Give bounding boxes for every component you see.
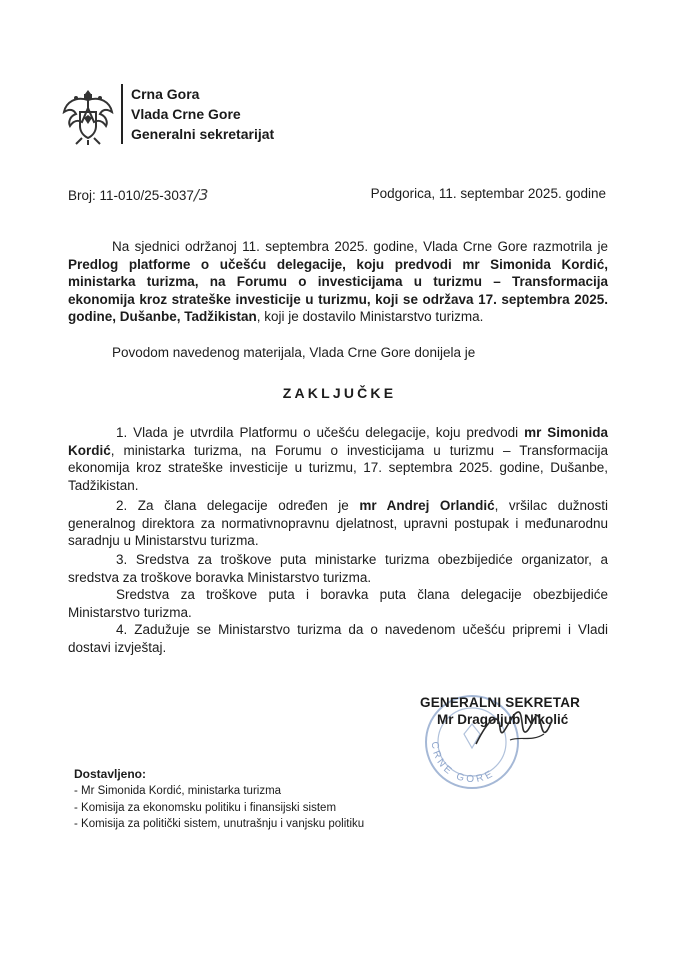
list-item: - Komisija za politički sistem, unutrašnju i vanjsku politiku [74, 818, 365, 830]
conclusion-2 [68, 497, 608, 550]
intro-text-b: , koji je dostavilo Ministarstvo turizma. [256, 309, 484, 324]
conclusions-heading: ZAKLJUČKE [282, 385, 397, 401]
office-name: Generalni sekretarijat [131, 126, 275, 142]
list-item: - Komisija za ekonomsku politiku i finansijski sistem [74, 801, 337, 814]
conclusion-1-text-b: , ministarka turizma, na Forumu o investicijama u turizmu – Transformacija ekonomija kroz strateške investicije u turizmu, 17. septembra 2025. godine, Dušanbe, Tadžikistan. [68, 442, 608, 493]
conclusion-1 [68, 424, 608, 494]
reference-number [68, 186, 208, 204]
header-divider [121, 84, 123, 144]
conclusion-1-text-a: 1. Vlada je utvrdila Platformu o učešću delegacije, koju predvodi [116, 425, 525, 440]
conclusion-3: 3. Sredstva za troškove puta ministarke turizma obezbijediće organizator, a sredstva za troškove boravka Ministarstvo turizma. [68, 552, 608, 585]
conclusion-2-bold: mr Andrej Orlandić [359, 498, 495, 513]
conclusion-1-bold: mr Simonida Kordić [68, 425, 608, 458]
handwritten-signature-icon [470, 700, 560, 760]
distribution-title: Dostavljeno: [74, 767, 147, 781]
intro-paragraph [68, 238, 608, 326]
signatory-title: GENERALNI SEKRETAR [420, 695, 581, 710]
issuer-header [131, 84, 274, 144]
handwritten-suffix: /3 [193, 186, 209, 204]
intro-text-a: Na sjednici održanoj 11. septembra 2025. godine, Vlada Crne Gore razmotrila je [112, 239, 608, 254]
signatory-name: Mr Dragoljub Nikolić [437, 712, 569, 727]
country-name: Crna Gora [131, 86, 200, 102]
document-date: Podgorica, 11. septembar 2025. godine [370, 186, 606, 201]
conclusion-4: 4. Zadužuje se Ministarstvo turizma da o navedenom učešću pripremi i Vladi dostavi izvještaj. [68, 622, 608, 655]
conclusion-2-text-b: , vršilac dužnosti generalnog direktora za normativnopravnu djelatnost, upravni postupak i međunarodnu saradnju u Ministarstvu turizma. [68, 498, 608, 548]
conclusion-2-text-a: 2. Za člana delegacije određen je [116, 498, 360, 513]
reference-number-text: Broj: 11-010/25-3037 [68, 188, 194, 203]
conclusion-3-continued: Sredstva za troškove puta i boravka puta člana delegacije obezbijediće Ministarstvo turizma. [68, 587, 608, 620]
intro-paragraph-2: Povodom navedenog materijala, Vlada Crne Gore donijela je [112, 345, 476, 360]
list-item: - Mr Simonida Kordić, ministarka turizma [74, 785, 282, 797]
distribution-list [74, 783, 364, 833]
seal-text: CRNE GORE [428, 740, 497, 786]
coat-of-arms-icon [62, 86, 114, 146]
government-name: Vlada Crne Gore [131, 106, 241, 122]
intro-text-bold: Predlog platforme o učešću delegacije, koju predvodi mr Simonida Kordić, ministarka turizma, na Forumu o investicijama u turizmu – Transformacija ekonomija kroz strateške investicije u turizmu, koji se održava 17. septembra 2025. godine, Dušanbe, Tadžikistan [68, 256, 608, 324]
